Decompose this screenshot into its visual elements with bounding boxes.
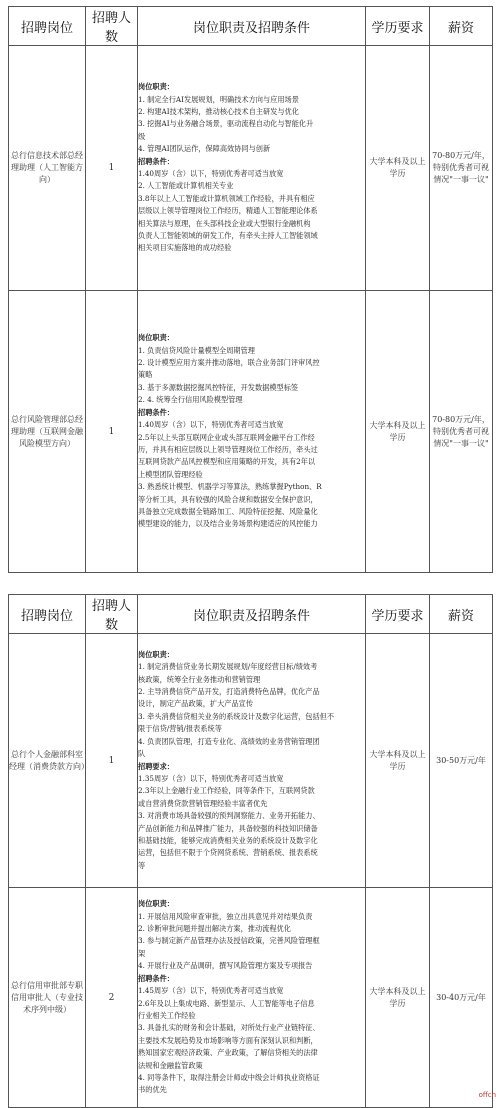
section-heading: 招聘条件： bbox=[138, 973, 174, 983]
position-title: 总行信息技术部总经理助理（人工智能方向） bbox=[9, 46, 86, 291]
duty-line: 模型建设的能力，以及结合业务场景构建适应的风控能力 bbox=[138, 519, 318, 529]
hire-count: 2 bbox=[86, 888, 138, 1108]
education-requirement: 大学本科及以上学历 bbox=[366, 291, 430, 573]
duty-line: 运营，包括但不限于个贷网贷系统、营销系统、报表系统 bbox=[138, 848, 318, 858]
position-title: 总行风险管理部总经理助理（互联网金融风险模型方向） bbox=[9, 291, 86, 573]
duty-line: 法规和金融监管政策 bbox=[138, 1060, 203, 1070]
education-requirement: 大学本科及以上学历 bbox=[366, 888, 430, 1108]
education-requirement: 大学本科及以上学历 bbox=[366, 634, 430, 888]
duty-line: 1.40周岁（含）以下，特别优秀者可适当放宽 bbox=[138, 169, 284, 178]
section-heading: 岗位职责： bbox=[138, 333, 174, 343]
duty-line: 历，并具有相应层级以上领导管理岗位工作经历，牵头过 bbox=[138, 444, 318, 454]
duty-line: 书的优先 bbox=[138, 1085, 167, 1095]
duty-line: 层级以上领导管理岗位工作经历，精通人工智能理论体系 bbox=[138, 206, 318, 216]
duty-line: 产品创新能力和品牌推广能力，具备较强的科技知识储备 bbox=[138, 823, 318, 833]
duty-line: 3. 熟悉统计模型、机器学习等算法，熟练掌握Python、R bbox=[138, 482, 322, 492]
section-heading: 岗位职责： bbox=[138, 899, 174, 909]
duty-line: 2.6年及以上集成电路、新型显示、人工智能等电子信息 bbox=[138, 998, 315, 1008]
duty-line: 上模型团队管理经验 bbox=[138, 469, 203, 479]
duty-line: 等分析工具，具有较强的风险合规和数据安全保护意识， bbox=[138, 494, 318, 504]
job-table-1 bbox=[8, 6, 493, 573]
salary: 30-40万元/年 bbox=[430, 888, 493, 1108]
duty-line: 1. 制定消费信贷业务长期发展规划/年度经营目标/绩效考 bbox=[138, 662, 318, 672]
duty-line: 3. 牵头消费信贷相关业务的系统设计及数字化运营，包括但不 bbox=[138, 711, 335, 721]
watermark-text: offcn bbox=[478, 1091, 496, 1099]
duty-line: 核政策，统筹全行业务推动和营销管理 bbox=[138, 674, 261, 684]
col-header-duties: 岗位职责及招聘条件 bbox=[138, 7, 366, 46]
hire-count: 1 bbox=[86, 634, 138, 888]
salary: 70-80万元/年，特别优秀者可视情况"一事一议" bbox=[430, 291, 493, 573]
section-heading: 招聘条件： bbox=[138, 156, 174, 166]
duty-line: 负责人工智能领域的研发工作，有牵头主持人工智能领域 bbox=[138, 231, 318, 241]
section-heading: 岗位职责： bbox=[138, 82, 174, 92]
position-title: 总行信用审批部专职信用审批人（专业技术序列中级） bbox=[9, 888, 86, 1108]
salary: 70-80万元/年，特别优秀者可视情况"一事一议" bbox=[430, 46, 493, 291]
duty-line: 级 bbox=[138, 131, 146, 141]
duty-line: 1.35周岁（含）以下，特别优秀者可适当放宽 bbox=[138, 773, 284, 783]
duty-line: 2. 人工智能或计算机相关专业 bbox=[138, 181, 234, 191]
hire-count: 1 bbox=[86, 291, 138, 573]
duty-line: 2. 诊断审批问题并提出解决方案，推动流程优化 bbox=[138, 924, 291, 934]
table-row bbox=[9, 634, 493, 888]
section-heading: 招聘要求： bbox=[138, 761, 174, 771]
duty-line: 具备独立完成数据全链路加工、风险特征挖掘、风险量化 bbox=[138, 506, 318, 516]
duty-line: 设计，制定产品政策，扩大产品宣传 bbox=[138, 699, 254, 709]
duty-line: 3. 具备扎实的财务和会计基础，对所处行业产业链特征、 bbox=[138, 1023, 320, 1033]
duty-line: 4. 开展行业及产品调研，撰写风险管理方案及专项报告 bbox=[138, 961, 313, 971]
position-title: 总行个人金融部科室经理（消费贷款方向） bbox=[9, 634, 86, 888]
salary: 30-50万元/年 bbox=[430, 634, 493, 888]
section-heading: 岗位职责： bbox=[138, 649, 174, 659]
duty-line: 4. 负责团队管理，打造专业化、高绩效的业务营销管理团 bbox=[138, 736, 320, 746]
duty-line: 3. 参与制定新产品管理办法及授信政策，完善风险管理框 bbox=[138, 936, 320, 946]
duty-line: 3. 挖掘AI与业务融合场景，驱动流程自动化与智能化升 bbox=[138, 119, 314, 129]
col-header-salary: 薪资 bbox=[430, 7, 493, 46]
duty-line: 2. 4. 统筹全行信用风险模型管理 bbox=[138, 395, 243, 405]
duties-cell bbox=[138, 888, 366, 1108]
col-header-count: 招聘人数 bbox=[86, 7, 138, 46]
duty-line: 或自营消费贷款营销管理经验丰富者优先 bbox=[138, 798, 268, 808]
col-header-education: 学历要求 bbox=[366, 7, 430, 46]
duty-line: 3. 对消费市场具备较强的预判洞察能力、业务开拓能力、 bbox=[138, 811, 320, 821]
duty-line: 等 bbox=[138, 860, 146, 870]
duty-line: 2. 主导消费信贷产品开发，打造消费特色品牌，优化产品 bbox=[138, 687, 320, 697]
duties-text bbox=[138, 332, 365, 531]
duty-line: 和基础技能，能够完成消费相关业务的系统设计及数字化 bbox=[138, 835, 318, 845]
hire-count: 1 bbox=[86, 46, 138, 291]
duties-cell bbox=[138, 291, 366, 573]
duties-text bbox=[138, 649, 365, 872]
table-row bbox=[9, 46, 493, 291]
duty-line: 1. 制定全行AI发展规划，明确技术方向与应用场景 bbox=[138, 94, 299, 104]
duty-line: 1. 开展信用风险审查审批，独立出具意见并对结果负责 bbox=[138, 911, 313, 921]
job-table-2 bbox=[8, 594, 493, 1108]
duty-line: 相关算法与原理，在头部科技企业或大型银行金融机构 bbox=[138, 218, 311, 228]
col-header-position: 招聘岗位 bbox=[9, 7, 86, 46]
education-requirement: 大学本科及以上学历 bbox=[366, 46, 430, 291]
col-header-count: 招聘人数 bbox=[86, 595, 138, 634]
duty-line: 2.5年以上头部互联网企业或头部互联网金融平台工作经 bbox=[138, 432, 315, 442]
duty-line: 4. 同等条件下，取得注册会计师或中级会计师执业资格证 bbox=[138, 1072, 320, 1082]
col-header-position: 招聘岗位 bbox=[9, 595, 86, 634]
duty-line: 3. 基于多源数据挖掘风控特征，开发数据模型标签 bbox=[138, 382, 299, 392]
duties-cell bbox=[138, 46, 366, 291]
duties-text bbox=[138, 81, 365, 255]
duty-line: 主要技术发展趋势及市场影响等方面有深刻认识和判断， bbox=[138, 1035, 318, 1045]
duty-line: 2.3年以上金融行业工作经验，同等条件下，互联网贷款 bbox=[138, 786, 315, 796]
duty-line: 熟知国家宏观经济政策、产业政策，了解信贷相关的法律 bbox=[138, 1048, 318, 1058]
col-header-salary: 薪资 bbox=[430, 595, 493, 634]
table-header-row bbox=[9, 595, 493, 634]
col-header-duties: 岗位职责及招聘条件 bbox=[138, 595, 366, 634]
duty-line: 架 bbox=[138, 948, 146, 958]
duty-line: 队 bbox=[138, 749, 146, 759]
duty-line: 策略 bbox=[138, 370, 153, 380]
table-row bbox=[9, 291, 493, 573]
duty-line: 1.45周岁（含）以下，特别优秀者可适当放宽 bbox=[138, 986, 284, 996]
duty-line: 2. 设计模型应用方案并推动落地，联合业务部门评审风控 bbox=[138, 358, 320, 368]
duty-line: 互联网贷款产品风控模型和应用策略的开发，具有2年以 bbox=[138, 457, 316, 467]
table-row bbox=[9, 888, 493, 1108]
duty-line: 1.40周岁（含）以下，特别优秀者可适当放宽 bbox=[138, 420, 284, 430]
duty-line: 行业相关工作经验 bbox=[138, 1010, 196, 1020]
table-header-row bbox=[9, 7, 493, 46]
section-heading: 招聘条件： bbox=[138, 407, 174, 417]
col-header-education: 学历要求 bbox=[366, 595, 430, 634]
duty-line: 限于信贷/营销/报表系统等 bbox=[138, 724, 222, 734]
duty-line: 3.8年以上人工智能或计算机领域工作经验，并具有相应 bbox=[138, 193, 315, 203]
duty-line: 4. 管理AI团队运作，保障高效协同与创新 bbox=[138, 144, 271, 154]
duty-line: 1. 负责信贷风险计量模型全周期管理 bbox=[138, 345, 255, 355]
duty-line: 相关项目实施落地的成功经验 bbox=[138, 243, 232, 253]
duties-text bbox=[138, 898, 365, 1097]
duty-line: 2. 构建AI技术架构，推动核心技术自主研发与优化 bbox=[138, 106, 299, 116]
duties-cell bbox=[138, 634, 366, 888]
